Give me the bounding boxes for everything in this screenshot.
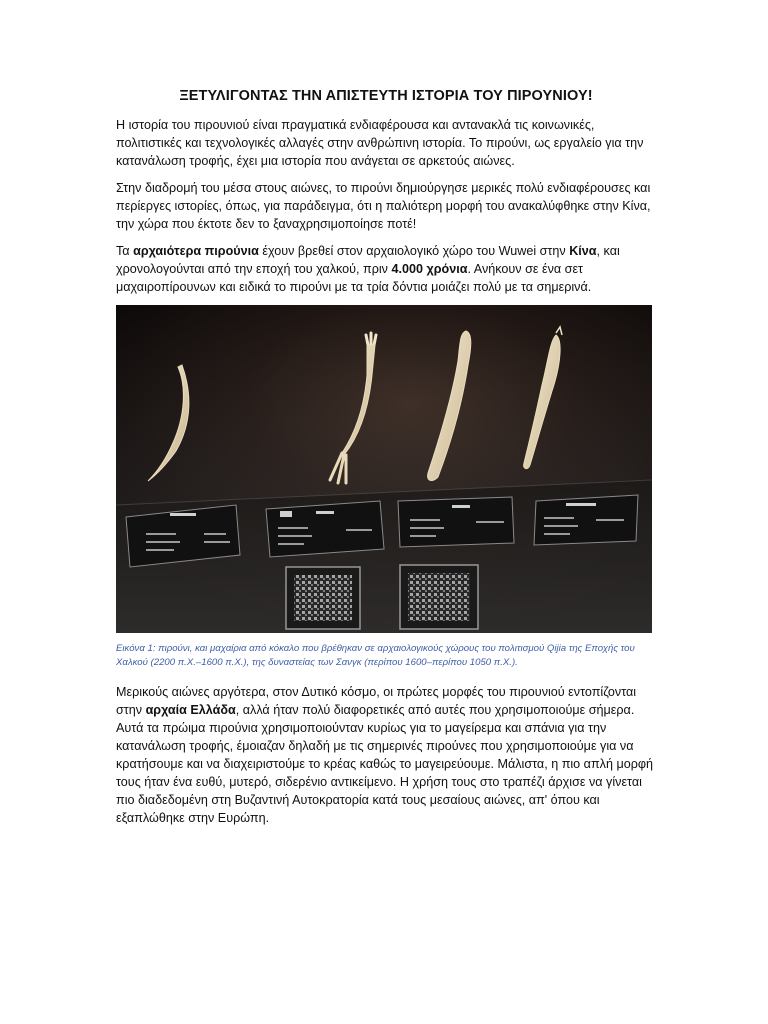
bold-text-4000-years: 4.000 χρόνια xyxy=(391,262,468,276)
bold-text-china: Κίνα xyxy=(569,244,597,258)
paragraph-3 xyxy=(116,242,656,296)
display-placard-3 xyxy=(398,497,514,547)
document-page xyxy=(116,88,656,836)
text-run: , αλλά ήταν πολύ διαφορετικές από αυτές που χρησιμοποιούμε σήμερα. Αυτά τα πρώιμα πιρούνια χρησιμοποιούνταν κυρίως για το μαγείρεμα και σπάνια για την κατανάλωση τροφής, έμοιαζαν δηλαδή με τις σημερινές πιρούνες που χρησιμοποιούμε για να κρατήσουμε και να διαχειριστούμε το κρέας καθώς το μαγειρεύουμε. Μάλιστα, η πιο απλή μορφή τους ήταν ένα ευθύ, μυτερό, σιδερένιο αντικείμενο. Η χρήση τους στο τραπέζι άρχισε να γίνεται πιο διαδεδομένη στη Βυζαντινή Αυτοκρατορία κατά τους μεσαίους αιώνες, απ' όπου και εξαπλώθηκε στην Ευρώπη. xyxy=(116,703,654,825)
paragraph-1: Η ιστορία του πιρουνιού είναι πραγματικά ενδιαφέρουσα και αντανακλά τις κοινωνικές, πολιτιστικές και τεχνολογικές αλλαγές στην ανθρώπινη ιστορία. Το πιρούνι, ως εργαλείο για την κατανάλωση τροφής, έχει μια ιστορία που ανάγεται σε αρκετούς αιώνες. xyxy=(116,118,644,168)
page-title: ΞΕΤΥΛΙΓΟΝΤΑΣ ΤΗΝ ΑΠΙΣΤΕΥΤΗ ΙΣΤΟΡΙΑ ΤΟΥ ΠΙΡΟΥΝΙΟΥ! xyxy=(179,88,593,104)
bold-text-oldest-forks: αρχαιότερα πιρούνια xyxy=(133,244,259,258)
paragraph-2: Στην διαδρομή του μέσα στους αιώνες, το πιρούνι δημιούργησε μερικές πολύ ενδιαφέρουσες και περίεργες ιστορίες, όπως, για παράδειγμα, ότι η παλιότερη μορφή του ανακαλύφθηκε στην Κίνα, την χώρα που έκτοτε δεν το ξαναχρησιμοποίησε ποτέ! xyxy=(116,181,651,231)
display-placard-4 xyxy=(534,495,638,545)
display-placard-2 xyxy=(266,501,384,557)
qr-code-placard-1 xyxy=(286,567,360,629)
paragraph-4 xyxy=(116,683,656,827)
text-run: Μερικούς αιώνες αργότερα, στον Δυτικό κόσμο, οι πρώτες μορφές του πιρουνιού εντοπίζονται στην xyxy=(116,685,637,717)
text-run: έχουν βρεθεί στον αρχαιολογικό χώρο του Wuwei στην xyxy=(258,244,570,258)
museum-photo xyxy=(116,305,652,633)
text-run: . Ανήκουν σε ένα σετ μαχαιροπίρουνων και ειδικά το πιρούνι με τα τρία δόντια μοιάζει πολύ με τα σημερινά. xyxy=(116,262,592,294)
text-run: , και χρονολογούνται από την εποχή του χαλκού, πριν xyxy=(116,244,620,276)
figure-caption: Εικόνα 1: πιρούνι, και μαχαίρια από κόκαλο που βρέθηκαν σε αρχαιολογικούς χώρους του πολιτισμού Qijia της Εποχής του Χαλκού (2200 π.Χ.–1600 π.Χ.), της δυναστείας των Σανγκ (περίπου 1600–περίπου 1050 π.Χ.). xyxy=(116,643,635,668)
text-run: Τα xyxy=(116,244,134,258)
qr-code-placard-2 xyxy=(400,565,478,629)
bold-text-ancient-greece: αρχαία Ελλάδα xyxy=(145,703,236,717)
